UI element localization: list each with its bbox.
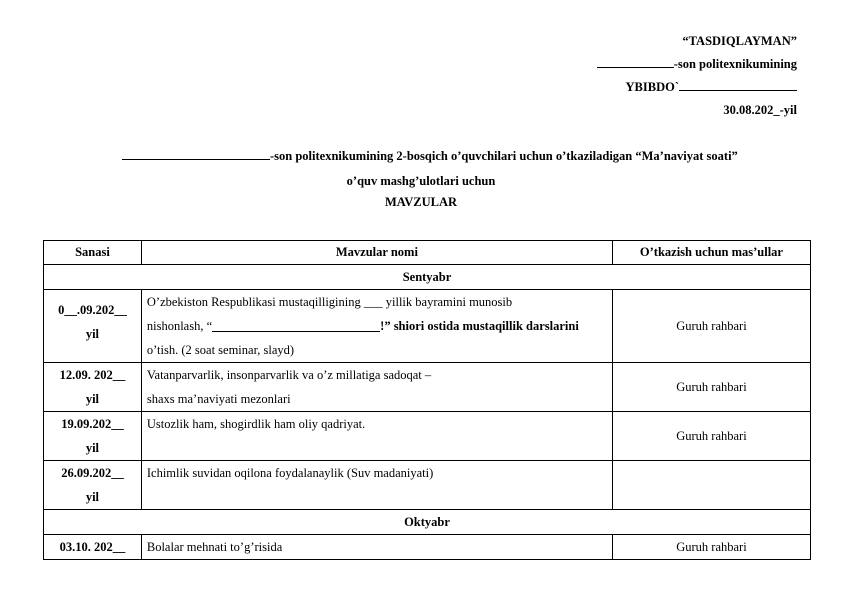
header-date: Sanasi [44,241,142,265]
topic-cell [141,535,612,560]
month-row-september [44,265,811,290]
responsible-cell: Guruh rahbari [612,363,810,412]
table-header-row [44,241,811,265]
date-cell [44,412,142,461]
table-row [44,363,811,412]
table-row [44,461,811,510]
date-year: yil [85,490,100,504]
topic-text [147,314,607,338]
topic-text: Ustozlik ham, shogirdlik ham oliy qadriyat. [146,417,366,431]
topic-text: Ichimlik suvidan oqilona foydalanaylik (Suv madaniyati) [146,466,434,480]
date-cell [44,461,142,510]
blank-line [679,79,797,91]
month-label: Sentyabr [44,265,811,290]
header-topic: Mavzular nomi [141,241,612,265]
month-row-october [44,510,811,535]
date-cell [44,363,142,412]
blank-line [122,148,270,160]
topic-cell [141,461,612,510]
date-value: 0__.09.202__ [58,303,127,317]
table-row [44,290,811,363]
responsible-cell [612,461,810,510]
approval-institution-text: -son politexnikumining [673,57,797,71]
topics-table [43,240,811,560]
topic-text: Bolalar mehnati to’g’risida [146,540,283,554]
date-value: 03.10. 202__ [59,540,126,554]
date-year: yil [85,327,100,341]
date-year: yil [85,392,100,406]
month-label: Oktyabr [44,510,811,535]
approval-block [597,30,797,122]
date-value: 26.09.202__ [61,466,124,480]
topic-text: Vatanparvarlik, insonparvarlik va o’z millatiga sadoqat – [146,368,432,382]
approval-title: “TASDIQLAYMAN” [682,34,797,48]
header-responsible: O’tkazish uchun mas’ullar [612,241,810,265]
blank-line [597,56,674,68]
topic-text: O’zbekiston Respublikasi mustaqilligining ___ yillik bayramini munosib [146,295,513,309]
date-cell [44,535,142,560]
blank-line [212,319,380,332]
responsible-cell: Guruh rahbari [612,290,810,363]
date-value: 19.09.202__ [61,417,124,431]
topic-cell [141,290,612,363]
approval-director-text: YBIBDO` [625,80,679,94]
responsible-cell: Guruh rahbari [612,412,810,461]
date-year: yil [85,441,100,455]
heading-line3: MAVZULAR [385,195,457,209]
date-cell [44,290,142,363]
approval-date: 30.08.202_-yil [723,103,797,117]
approval-line-director [597,76,797,99]
topic-text-part: nishonlash, “ [146,319,213,333]
topic-text: o’tish. (2 soat seminar, slayd) [146,343,295,357]
responsible-cell: Guruh rahbari [612,535,810,560]
heading-line1 [122,148,738,164]
topic-text-part: !” shiori ostida mustaqillik darslarini [380,319,579,333]
table-row [44,412,811,461]
heading-line1-text: -son politexnikumining 2-bosqich o’quvchilari uchun o’tkaziladigan “Ma’naviyat soati” [270,149,738,163]
table-row [44,535,811,560]
topic-cell [141,363,612,412]
date-value: 12.09. 202__ [59,368,126,382]
heading-line2: o’quv mashg’ulotlari uchun [346,174,496,188]
topic-cell [141,412,612,461]
approval-line-institution [597,53,797,76]
topic-text: shaxs ma’naviyati mezonlari [146,392,291,406]
